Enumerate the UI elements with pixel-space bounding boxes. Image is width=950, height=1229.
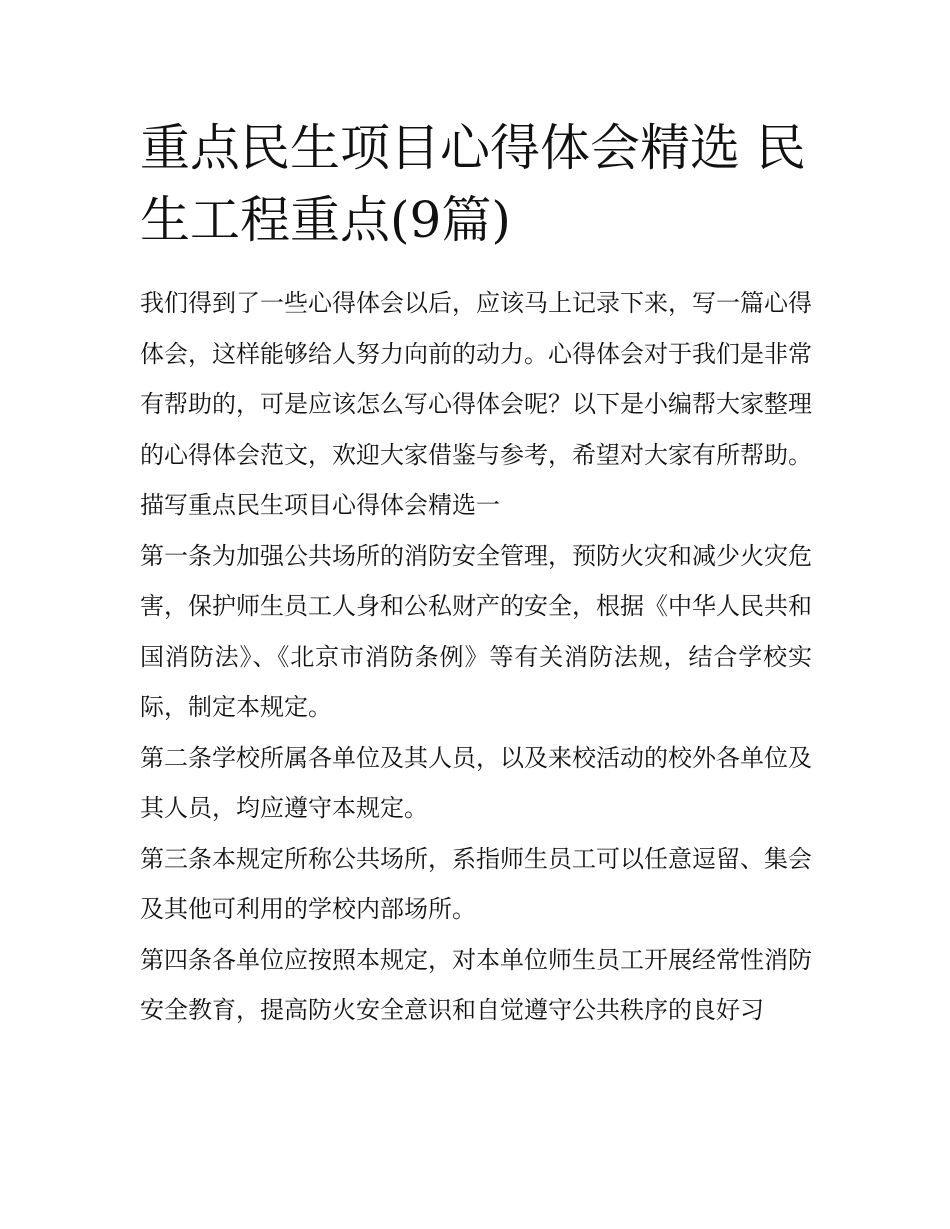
document-body (140, 112, 812, 1036)
intro-paragraph: 我们得到了一些心得体会以后，应该马上记录下来，写一篇心得体会，这样能够给人努力向前的动力。心得体会对于我们是非常有帮助的，可是应该怎么写心得体会呢？以下是小编帮大家整理的心得体会范文，欢迎大家借鉴与参考，希望对大家有所帮助。 (140, 289, 812, 469)
article-4-paragraph: 第四条各单位应按照本规定，对本单位师生员工开展经常性消防安全教育，提高防火安全意识和自觉遵守公共秩序的良好习 (140, 945, 812, 1024)
article-2-paragraph: 第二条学校所属各单位及其人员，以及来校活动的校外各单位及其人员，均应遵守本规定。 (140, 743, 812, 822)
document-title: 重点民生项目心得体会精选 民生工程重点(9篇) (140, 119, 806, 249)
section-heading: 描写重点民生项目心得体会精选一 (140, 491, 500, 519)
article-3-paragraph: 第三条本规定所称公共场所，系指师生员工可以任意逗留、集会及其他可利用的学校内部场所。 (140, 844, 812, 923)
article-1-paragraph: 第一条为加强公共场所的消防安全管理，预防火灾和减少火灾危害，保护师生员工人身和公私财产的安全，根据《中华人民共和国消防法》、《北京市消防条例》等有关消防法规，结合学校实际，制定本规定。 (140, 541, 812, 721)
